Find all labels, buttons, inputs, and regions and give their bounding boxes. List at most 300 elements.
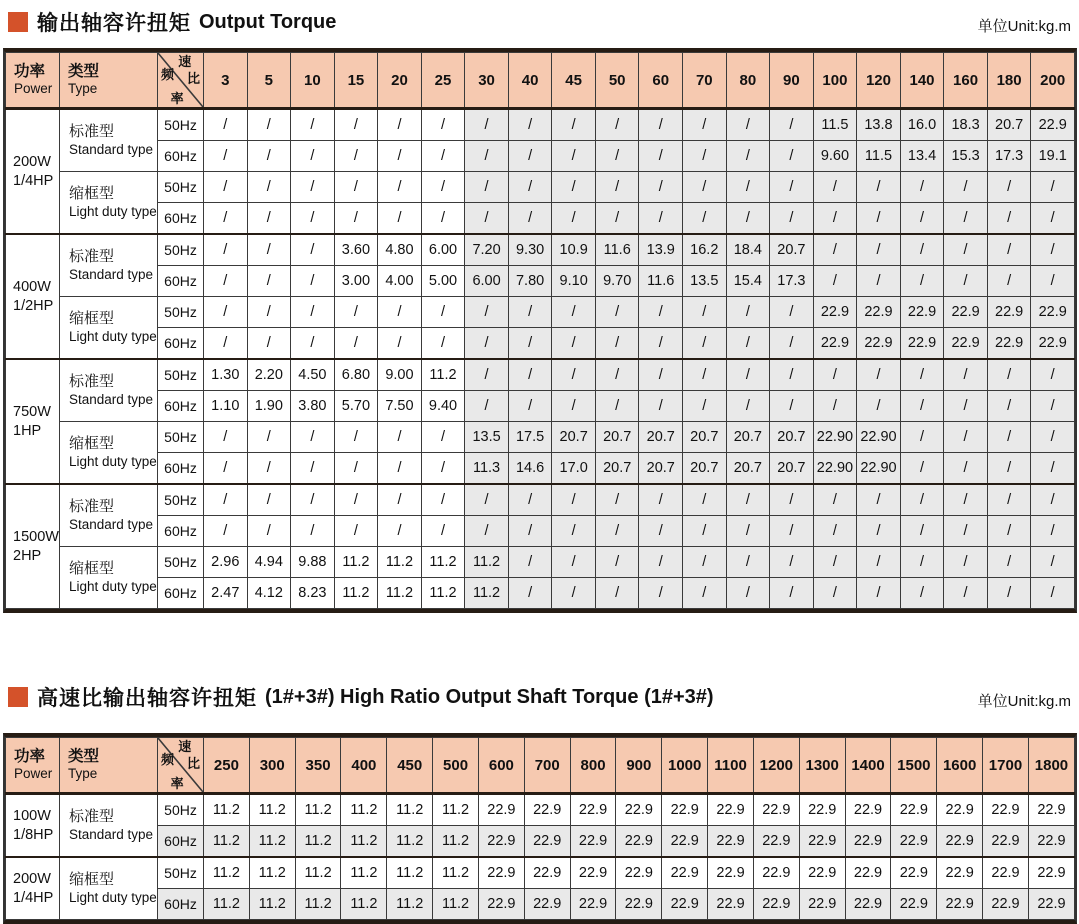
torque-value-cell: / xyxy=(291,516,335,547)
torque-value-cell: 11.2 xyxy=(421,578,465,609)
type-cell xyxy=(60,857,158,920)
torque-value-cell: / xyxy=(770,547,814,578)
high-ratio-torque-table xyxy=(5,737,1075,920)
section-title-zh: 输出轴容许扭矩 xyxy=(37,12,191,35)
torque-value-cell: 22.9 xyxy=(662,889,708,920)
table-row xyxy=(6,484,1075,516)
torque-value-cell: / xyxy=(944,266,988,297)
torque-value-cell: / xyxy=(204,109,248,141)
torque-value-cell: / xyxy=(291,141,335,172)
torque-value-cell: 11.2 xyxy=(295,794,341,826)
torque-value-cell: 22.9 xyxy=(987,328,1031,360)
torque-value-cell: 4.80 xyxy=(378,234,422,266)
torque-value-cell: 11.2 xyxy=(295,857,341,889)
torque-value-cell: / xyxy=(465,391,509,422)
torque-value-cell: / xyxy=(465,203,509,235)
torque-value-cell: / xyxy=(465,297,509,328)
torque-value-cell: / xyxy=(987,391,1031,422)
torque-value-cell: 17.5 xyxy=(508,422,552,453)
torque-value-cell: / xyxy=(378,422,422,453)
torque-value-cell: 11.2 xyxy=(433,794,479,826)
torque-value-cell: / xyxy=(291,266,335,297)
torque-value-cell: / xyxy=(770,578,814,609)
torque-value-cell: / xyxy=(378,141,422,172)
torque-value-cell: / xyxy=(987,234,1031,266)
torque-value-cell: / xyxy=(334,422,378,453)
torque-value-cell: 22.9 xyxy=(570,857,616,889)
type-cell xyxy=(60,422,158,485)
torque-value-cell: / xyxy=(291,422,335,453)
type-name-en: Standard type xyxy=(69,827,154,843)
torque-value-cell: / xyxy=(639,391,683,422)
torque-value-cell: 20.7 xyxy=(595,422,639,453)
table-row xyxy=(6,422,1075,453)
torque-value-cell: 22.9 xyxy=(570,826,616,858)
torque-value-cell: 22.9 xyxy=(1028,826,1074,858)
frequency-cell: 50Hz xyxy=(158,422,204,453)
torque-value-cell: / xyxy=(683,578,727,609)
frequency-cell: 60Hz xyxy=(158,391,204,422)
torque-value-cell: / xyxy=(1031,203,1075,235)
torque-value-cell: 20.7 xyxy=(987,109,1031,141)
torque-value-cell: / xyxy=(595,391,639,422)
torque-value-cell: / xyxy=(421,328,465,360)
torque-value-cell: / xyxy=(378,297,422,328)
torque-value-cell: / xyxy=(247,234,291,266)
table-row xyxy=(6,794,1075,826)
torque-value-cell: / xyxy=(683,391,727,422)
torque-value-cell: 18.4 xyxy=(726,234,770,266)
torque-value-cell: / xyxy=(421,203,465,235)
type-cell xyxy=(60,109,158,172)
table-row xyxy=(6,328,1075,360)
torque-value-cell: 11.2 xyxy=(249,889,295,920)
diagonal-char-right: 比 xyxy=(186,71,200,86)
diagonal-char-bottom: 率 xyxy=(170,91,184,106)
power-hp: 1/4HP xyxy=(13,889,54,906)
torque-value-cell: 20.7 xyxy=(595,453,639,485)
torque-value-cell: / xyxy=(595,484,639,516)
torque-value-cell: / xyxy=(595,578,639,609)
torque-value-cell: / xyxy=(683,203,727,235)
torque-value-cell: / xyxy=(247,203,291,235)
torque-value-cell: / xyxy=(813,172,857,203)
frequency-cell: 50Hz xyxy=(158,857,204,889)
ratio-column-header: 300 xyxy=(249,738,295,794)
ratio-column-header: 1600 xyxy=(937,738,983,794)
ratio-column-header: 140 xyxy=(900,53,944,109)
torque-value-cell: / xyxy=(857,578,901,609)
torque-value-cell: / xyxy=(204,297,248,328)
ratio-column-header: 600 xyxy=(478,738,524,794)
torque-value-cell: / xyxy=(1031,453,1075,485)
torque-value-cell: / xyxy=(726,172,770,203)
torque-value-cell: / xyxy=(378,203,422,235)
torque-value-cell: / xyxy=(291,328,335,360)
torque-value-cell: / xyxy=(247,141,291,172)
torque-value-cell: 13.5 xyxy=(465,422,509,453)
ratio-column-header: 1800 xyxy=(1028,738,1074,794)
frequency-cell: 60Hz xyxy=(158,889,204,920)
diagonal-char-top: 速 xyxy=(178,739,192,754)
torque-value-cell: / xyxy=(813,266,857,297)
type-name-zh: 标准型 xyxy=(69,497,115,515)
torque-value-cell: / xyxy=(944,422,988,453)
ratio-column-header: 1400 xyxy=(845,738,891,794)
torque-value-cell: 22.9 xyxy=(891,889,937,920)
torque-value-cell: / xyxy=(726,578,770,609)
torque-value-cell: 13.5 xyxy=(683,266,727,297)
torque-value-cell: 17.0 xyxy=(552,453,596,485)
torque-value-cell: 15.3 xyxy=(944,141,988,172)
torque-value-cell: / xyxy=(944,547,988,578)
type-name-zh: 缩框型 xyxy=(69,309,115,327)
torque-value-cell: / xyxy=(334,484,378,516)
torque-value-cell: 22.9 xyxy=(524,857,570,889)
torque-value-cell: 22.9 xyxy=(845,889,891,920)
ratio-column-header: 350 xyxy=(295,738,341,794)
ratio-column-header: 120 xyxy=(857,53,901,109)
torque-value-cell: 5.00 xyxy=(421,266,465,297)
torque-value-cell: 1.10 xyxy=(204,391,248,422)
frequency-cell: 60Hz xyxy=(158,578,204,609)
torque-value-cell: 13.9 xyxy=(639,234,683,266)
torque-value-cell: / xyxy=(595,203,639,235)
torque-value-cell: 9.60 xyxy=(813,141,857,172)
torque-value-cell: 4.12 xyxy=(247,578,291,609)
torque-value-cell: / xyxy=(770,172,814,203)
torque-value-cell: 22.9 xyxy=(753,889,799,920)
torque-value-cell: 11.2 xyxy=(334,578,378,609)
table-row xyxy=(6,516,1075,547)
torque-value-cell: / xyxy=(1031,391,1075,422)
ratio-column-header: 25 xyxy=(421,53,465,109)
power-header-cell xyxy=(6,53,60,109)
torque-value-cell: / xyxy=(465,141,509,172)
torque-value-cell: / xyxy=(204,203,248,235)
torque-value-cell: 22.9 xyxy=(937,794,983,826)
ratio-column-header: 1300 xyxy=(799,738,845,794)
torque-value-cell: 22.9 xyxy=(987,297,1031,328)
torque-value-cell: 22.9 xyxy=(616,857,662,889)
torque-value-cell: / xyxy=(334,141,378,172)
ratio-column-header: 50 xyxy=(595,53,639,109)
torque-value-cell: / xyxy=(552,141,596,172)
torque-value-cell: / xyxy=(944,172,988,203)
torque-value-cell: 22.9 xyxy=(983,857,1029,889)
power-header-en: Power xyxy=(14,81,53,97)
torque-value-cell: 2.96 xyxy=(204,547,248,578)
torque-value-cell: / xyxy=(508,172,552,203)
torque-value-cell: / xyxy=(465,359,509,391)
torque-value-cell: / xyxy=(552,328,596,360)
torque-value-cell: / xyxy=(944,203,988,235)
torque-value-cell: / xyxy=(595,516,639,547)
torque-value-cell: 22.9 xyxy=(799,826,845,858)
torque-value-cell: / xyxy=(726,297,770,328)
torque-value-cell: / xyxy=(1031,422,1075,453)
torque-value-cell: / xyxy=(378,328,422,360)
torque-value-cell: / xyxy=(334,453,378,485)
torque-value-cell: 11.2 xyxy=(387,889,433,920)
torque-value-cell: / xyxy=(857,234,901,266)
torque-value-cell: / xyxy=(857,391,901,422)
table-row xyxy=(6,172,1075,203)
torque-value-cell: / xyxy=(1031,359,1075,391)
torque-value-cell: / xyxy=(683,109,727,141)
torque-value-cell: / xyxy=(987,172,1031,203)
type-cell xyxy=(60,297,158,360)
torque-value-cell: / xyxy=(987,266,1031,297)
torque-value-cell: 5.70 xyxy=(334,391,378,422)
torque-value-cell: 20.7 xyxy=(639,453,683,485)
frequency-cell: 50Hz xyxy=(158,794,204,826)
torque-value-cell: / xyxy=(683,547,727,578)
torque-value-cell: / xyxy=(726,328,770,360)
ratio-column-header: 800 xyxy=(570,738,616,794)
torque-value-cell: / xyxy=(204,484,248,516)
torque-value-cell: 2.47 xyxy=(204,578,248,609)
torque-value-cell: / xyxy=(508,547,552,578)
table-row xyxy=(6,203,1075,235)
torque-value-cell: / xyxy=(291,484,335,516)
frequency-cell: 50Hz xyxy=(158,109,204,141)
ratio-column-header: 5 xyxy=(247,53,291,109)
type-name-zh: 标准型 xyxy=(69,372,115,390)
torque-value-cell: / xyxy=(508,359,552,391)
torque-value-cell: 11.2 xyxy=(295,826,341,858)
ratio-column-header: 180 xyxy=(987,53,1031,109)
ratio-column-header: 45 xyxy=(552,53,596,109)
torque-value-cell: 18.3 xyxy=(944,109,988,141)
torque-value-cell: / xyxy=(508,109,552,141)
torque-value-cell: 22.9 xyxy=(891,794,937,826)
torque-value-cell: / xyxy=(770,359,814,391)
torque-value-cell: 11.5 xyxy=(813,109,857,141)
torque-value-cell: / xyxy=(595,141,639,172)
torque-value-cell: 16.0 xyxy=(900,109,944,141)
type-name-en: Standard type xyxy=(69,267,154,283)
table-row xyxy=(6,359,1075,391)
torque-value-cell: / xyxy=(421,453,465,485)
torque-value-cell: 15.4 xyxy=(726,266,770,297)
ratio-column-header: 15 xyxy=(334,53,378,109)
frequency-cell: 60Hz xyxy=(158,328,204,360)
torque-value-cell: 9.00 xyxy=(378,359,422,391)
torque-value-cell: / xyxy=(900,547,944,578)
torque-value-cell: / xyxy=(552,172,596,203)
torque-value-cell: / xyxy=(770,391,814,422)
torque-value-cell: / xyxy=(334,297,378,328)
torque-value-cell: 22.9 xyxy=(662,826,708,858)
torque-value-cell: 20.7 xyxy=(683,453,727,485)
frequency-cell: 60Hz xyxy=(158,203,204,235)
torque-value-cell: / xyxy=(334,203,378,235)
torque-value-cell: 4.94 xyxy=(247,547,291,578)
power-cell xyxy=(6,857,60,920)
type-name-en: Standard type xyxy=(69,142,154,158)
torque-value-cell: / xyxy=(900,172,944,203)
torque-value-cell: / xyxy=(291,297,335,328)
frequency-cell: 60Hz xyxy=(158,266,204,297)
ratio-column-header: 40 xyxy=(508,53,552,109)
torque-value-cell: / xyxy=(465,484,509,516)
diagonal-char-bottom: 率 xyxy=(170,776,184,791)
torque-value-cell: 2.20 xyxy=(247,359,291,391)
torque-value-cell: / xyxy=(857,203,901,235)
torque-value-cell: 22.9 xyxy=(753,794,799,826)
torque-value-cell: / xyxy=(944,234,988,266)
torque-value-cell: / xyxy=(334,328,378,360)
torque-value-cell: / xyxy=(421,141,465,172)
torque-value-cell: 22.9 xyxy=(1028,794,1074,826)
torque-value-cell: 6.00 xyxy=(465,266,509,297)
torque-value-cell: 19.1 xyxy=(1031,141,1075,172)
ratio-column-header: 1100 xyxy=(708,738,754,794)
frequency-cell: 50Hz xyxy=(158,234,204,266)
frequency-cell: 50Hz xyxy=(158,547,204,578)
diagonal-char-top: 速 xyxy=(178,54,192,69)
table-row xyxy=(6,578,1075,609)
torque-value-cell: 9.10 xyxy=(552,266,596,297)
torque-value-cell: / xyxy=(595,547,639,578)
type-name-zh: 缩框型 xyxy=(69,870,115,888)
type-name-en: Light duty type xyxy=(69,579,157,595)
torque-value-cell: / xyxy=(813,484,857,516)
torque-value-cell: 22.9 xyxy=(813,328,857,360)
torque-value-cell: 22.9 xyxy=(845,826,891,858)
ratio-column-header: 250 xyxy=(204,738,250,794)
torque-value-cell: 11.2 xyxy=(421,547,465,578)
torque-value-cell: / xyxy=(813,578,857,609)
torque-value-cell: / xyxy=(944,578,988,609)
torque-value-cell: 22.9 xyxy=(944,328,988,360)
torque-value-cell: 20.7 xyxy=(770,422,814,453)
torque-value-cell: 20.7 xyxy=(552,422,596,453)
type-name-zh: 标准型 xyxy=(69,807,115,825)
torque-value-cell: / xyxy=(770,141,814,172)
power-watts: 100W xyxy=(13,807,51,824)
torque-value-cell: / xyxy=(683,141,727,172)
power-hp: 1/2HP xyxy=(13,297,54,314)
torque-value-cell: 22.9 xyxy=(570,889,616,920)
torque-value-cell: 22.9 xyxy=(616,826,662,858)
torque-value-cell: / xyxy=(421,172,465,203)
torque-value-cell: 6.00 xyxy=(421,234,465,266)
type-name-en: Standard type xyxy=(69,392,154,408)
torque-value-cell: 4.50 xyxy=(291,359,335,391)
torque-value-cell: 22.9 xyxy=(799,794,845,826)
torque-value-cell: 22.9 xyxy=(616,794,662,826)
torque-value-cell: 22.9 xyxy=(1031,109,1075,141)
torque-value-cell: 22.9 xyxy=(753,826,799,858)
torque-value-cell: 13.4 xyxy=(900,141,944,172)
torque-value-cell: 22.9 xyxy=(478,826,524,858)
power-watts: 400W xyxy=(13,278,51,295)
ratio-column-header: 1500 xyxy=(891,738,937,794)
torque-value-cell: / xyxy=(726,109,770,141)
torque-value-cell: / xyxy=(1031,234,1075,266)
type-cell xyxy=(60,172,158,235)
torque-value-cell: / xyxy=(770,484,814,516)
frequency-cell: 60Hz xyxy=(158,141,204,172)
torque-value-cell: / xyxy=(247,297,291,328)
torque-value-cell: / xyxy=(204,234,248,266)
torque-value-cell: / xyxy=(421,484,465,516)
torque-value-cell: 3.80 xyxy=(291,391,335,422)
type-name-zh: 标准型 xyxy=(69,122,115,140)
torque-value-cell: 11.2 xyxy=(421,359,465,391)
power-cell xyxy=(6,234,60,359)
torque-value-cell: 11.6 xyxy=(595,234,639,266)
torque-value-cell: / xyxy=(726,203,770,235)
table-row xyxy=(6,391,1075,422)
torque-value-cell: 7.80 xyxy=(508,266,552,297)
torque-value-cell: / xyxy=(378,484,422,516)
table-row xyxy=(6,141,1075,172)
torque-value-cell: / xyxy=(291,453,335,485)
type-header-zh: 类型 xyxy=(68,62,100,80)
section-title-zh: 高速比输出轴容许扭矩 xyxy=(37,687,257,710)
header-row xyxy=(6,53,1075,109)
torque-value-cell: 16.2 xyxy=(683,234,727,266)
torque-value-cell: 11.2 xyxy=(204,826,250,858)
torque-value-cell: / xyxy=(639,172,683,203)
power-watts: 1500W xyxy=(13,528,59,545)
torque-value-cell: / xyxy=(1031,266,1075,297)
type-name-en: Light duty type xyxy=(69,890,157,906)
torque-value-cell: 22.9 xyxy=(900,297,944,328)
torque-value-cell: / xyxy=(900,266,944,297)
torque-value-cell: 11.2 xyxy=(341,794,387,826)
torque-value-cell: / xyxy=(900,484,944,516)
torque-value-cell: 22.9 xyxy=(478,857,524,889)
torque-value-cell: 22.90 xyxy=(813,453,857,485)
torque-value-cell: 11.2 xyxy=(433,889,479,920)
frequency-cell: 50Hz xyxy=(158,172,204,203)
torque-value-cell: 22.9 xyxy=(524,826,570,858)
torque-value-cell: / xyxy=(1031,484,1075,516)
torque-value-cell: / xyxy=(1031,578,1075,609)
power-cell xyxy=(6,359,60,484)
torque-value-cell: 4.00 xyxy=(378,266,422,297)
torque-value-cell: / xyxy=(813,203,857,235)
unit-label: 单位Unit:kg.m xyxy=(977,18,1071,35)
torque-value-cell: / xyxy=(378,516,422,547)
torque-value-cell: 20.7 xyxy=(639,422,683,453)
torque-value-cell: 17.3 xyxy=(987,141,1031,172)
diagonal-char-right: 比 xyxy=(186,756,200,771)
torque-value-cell: 3.00 xyxy=(334,266,378,297)
type-name-zh: 缩框型 xyxy=(69,184,115,202)
torque-value-cell: / xyxy=(247,422,291,453)
torque-value-cell: / xyxy=(552,484,596,516)
power-header-zh: 功率 xyxy=(14,62,46,80)
ratio-frequency-diagonal-cell xyxy=(158,738,204,794)
ratio-column-header: 3 xyxy=(204,53,248,109)
torque-value-cell: / xyxy=(944,453,988,485)
unit-label: 单位Unit:kg.m xyxy=(977,693,1071,710)
torque-value-cell: / xyxy=(421,109,465,141)
torque-value-cell: / xyxy=(987,359,1031,391)
ratio-column-header: 80 xyxy=(726,53,770,109)
torque-value-cell: / xyxy=(900,578,944,609)
torque-value-cell: / xyxy=(247,484,291,516)
torque-value-cell: 17.3 xyxy=(770,266,814,297)
section-marker-icon xyxy=(8,687,28,707)
torque-value-cell: 9.70 xyxy=(595,266,639,297)
torque-value-cell: 22.9 xyxy=(845,794,891,826)
